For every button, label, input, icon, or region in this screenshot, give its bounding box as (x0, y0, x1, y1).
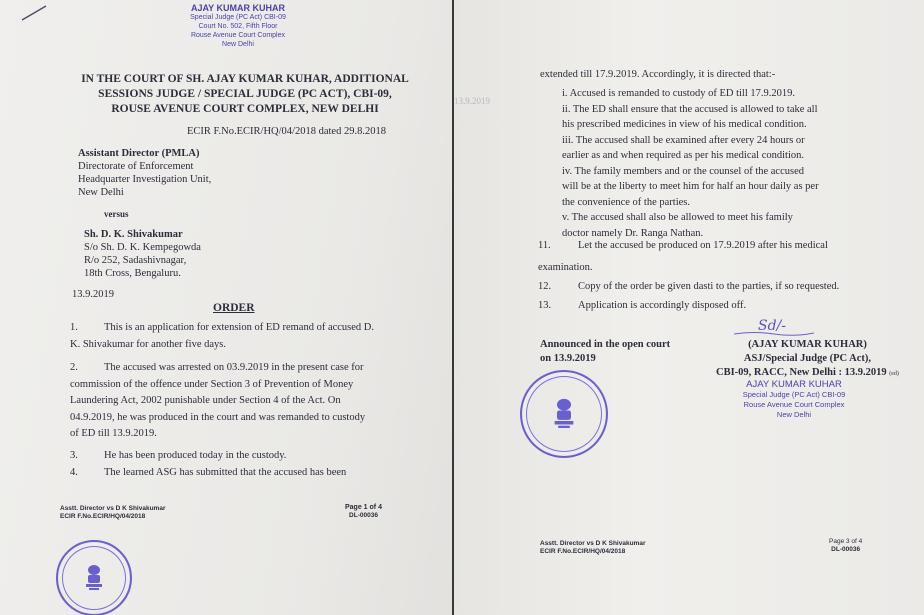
para-number: 3. (70, 450, 78, 461)
stamp-line: Rouse Avenue Court Complex (190, 32, 286, 39)
paragraph-4 (70, 465, 420, 482)
complainant-line: Headquarter Investigation Unit, (78, 174, 212, 185)
document-page-1 (0, 0, 452, 615)
para-text: commission of the offence under Section 3 of Prevention of Money (70, 378, 354, 390)
para-text: of ED till 13.9.2019. (70, 428, 157, 439)
direction-item: will be at the liberty to meet him for half an hour daily as per (562, 181, 819, 192)
footer-right (829, 538, 862, 554)
para-number: 11. (538, 240, 551, 251)
signature-mark: Sd/- (758, 318, 786, 334)
signatory-name: (AJAY KUMAR KUHAR) (748, 339, 867, 350)
paragraph-3 (70, 448, 410, 465)
para-number: 12. (538, 281, 552, 292)
announced-line: Announced in the open court (540, 339, 671, 350)
faint-text: 13.9.2019 (454, 96, 490, 106)
stamp-name: AJAY KUMAR KUHAR (190, 3, 285, 13)
para-number: 2. (70, 362, 78, 373)
para-text: 04.9.2019, he was produced in the court and was remanded to custody (70, 411, 366, 423)
judge-stamp (724, 380, 864, 420)
paragraph-12 (538, 279, 908, 296)
judge-stamp (178, 4, 298, 49)
direction-item: v. The accused shall also be allowed to meet his family (562, 212, 793, 223)
stamp-line: Rouse Avenue Court Complex (743, 400, 845, 409)
para-text: The accused was arrested on 03.9.2019 in the present case for (104, 362, 364, 373)
paragraph-2 (70, 360, 420, 443)
paragraph-11 (538, 238, 908, 276)
complainant-line: New Delhi (78, 187, 124, 198)
para-text: The learned ASG has submitted that the accused has been (104, 467, 347, 478)
footer-ecir: ECIR F.No.ECIR/HQ/04/2018 (60, 513, 146, 520)
signature-underline-icon (734, 330, 814, 338)
court-seal (56, 540, 132, 615)
accused-name: Sh. D. K. Shivakumar (84, 229, 183, 240)
footer-left (60, 505, 165, 521)
stamp-line: New Delhi (776, 410, 812, 419)
signatory-line: CBI-09, RACC, New Delhi : 13.9.2019 (716, 367, 887, 378)
court-seal (520, 370, 608, 458)
para-text: Let the accused be produced on 17.9.2019 after his medical (578, 240, 828, 251)
stamp-line: Special Judge (PC Act) CBI-09 (190, 14, 286, 21)
footer-case: Asstt. Director vs D K Shivakumar (540, 540, 646, 547)
signatory-suffix: (ed) (889, 371, 899, 377)
accused-block (84, 228, 201, 280)
heading-line: IN THE COURT OF SH. AJAY KUMAR KUHAR, ADDITIONAL (81, 73, 409, 85)
direction-item: ii. The ED shall ensure that the accused is allowed to take all (562, 103, 818, 115)
pen-mark-icon (20, 4, 48, 22)
announced-line: on 13.9.2019 (540, 353, 596, 364)
complainant-title: Assistant Director (PMLA) (78, 148, 200, 159)
para-number: 1. (70, 322, 78, 333)
direction-item: i. Accused is remanded to custody of ED till 17.9.2019. (562, 88, 796, 99)
continuation-text: extended till 17.9.2019. Accordingly, it is directed that:- (540, 69, 776, 80)
para-text: Application is accordingly disposed off. (578, 300, 747, 311)
stamp-line: New Delhi (222, 41, 254, 48)
para-text: Copy of the order be given dasti to the parties, if so requested. (578, 281, 840, 292)
accused-line: 18th Cross, Bengaluru. (84, 268, 181, 279)
accused-line: S/o Sh. D. K. Kempegowda (84, 242, 201, 253)
complainant-line: Directorate of Enforcement (78, 161, 194, 172)
footer-page: Page 1 of 4 (345, 504, 382, 511)
order-date: 13.9.2019 (72, 289, 114, 300)
versus-label: versus (104, 209, 129, 219)
document-page-3 (454, 0, 924, 615)
signatory-line: ASJ/Special Judge (PC Act), (743, 353, 872, 364)
footer-right (345, 504, 382, 520)
direction-item: his prescribed medicines in view of his medical condition. (562, 119, 807, 130)
direction-item: doctor namely Dr. Ranga Nathan. (562, 227, 704, 239)
stamp-name: AJAY KUMAR KUHAR (746, 379, 842, 390)
signatory-block (716, 338, 899, 381)
para-text: He has been produced today in the custody. (104, 450, 287, 461)
para-number: 4. (70, 467, 78, 478)
direction-item: iv. The family members and or the counsel of the accused (562, 165, 805, 177)
national-emblem-icon (550, 396, 578, 432)
order-title: ORDER (213, 302, 255, 314)
accused-line: R/o 252, Sadashivnagar, (84, 255, 187, 266)
direction-item: earlier as and when required as per his medical condition. (562, 150, 804, 161)
heading-line: ROUSE AVENUE COURT COMPLEX, NEW DELHI (111, 103, 379, 115)
footer-case: Asstt. Director vs D K Shivakumar (60, 505, 166, 512)
paragraph-13 (538, 298, 908, 315)
footer-dl: DL-00036 (831, 546, 861, 553)
heading-line: SESSIONS JUDGE / SPECIAL JUDGE (PC ACT), CBI-09, (98, 88, 392, 100)
stamp-line: Special Judge (PC Act) CBI-09 (742, 390, 846, 399)
direction-item: iii. The accused shall be examined after every 24 hours or (562, 134, 805, 146)
announced-block (540, 338, 670, 366)
para-text: Laundering Act, 2002 punishable under Section 4 of the Act. On (70, 395, 341, 406)
direction-item: the convenience of the parties. (562, 196, 690, 208)
para-text: examination. (538, 261, 593, 273)
footer-ecir: ECIR F.No.ECIR/HQ/04/2018 (540, 548, 626, 555)
national-emblem-icon (82, 563, 106, 593)
footer-page: Page 3 of 4 (829, 538, 863, 545)
court-heading (60, 72, 430, 117)
para-text: This is an application for extension of ED remand of accused D. (104, 322, 375, 333)
stamp-line: Court No. 502, Fifth Floor (198, 23, 278, 30)
paragraph-1 (70, 320, 410, 353)
ecir-reference: ECIR F.No.ECIR/HQ/04/2018 dated 29.8.2018 (187, 126, 386, 137)
para-number: 13. (538, 300, 552, 311)
complainant-block (78, 147, 211, 199)
directions-list (562, 86, 882, 241)
para-text: K. Shivakumar for another five days. (70, 338, 226, 350)
footer-dl: DL-00036 (349, 512, 378, 519)
footer-left (540, 540, 645, 556)
